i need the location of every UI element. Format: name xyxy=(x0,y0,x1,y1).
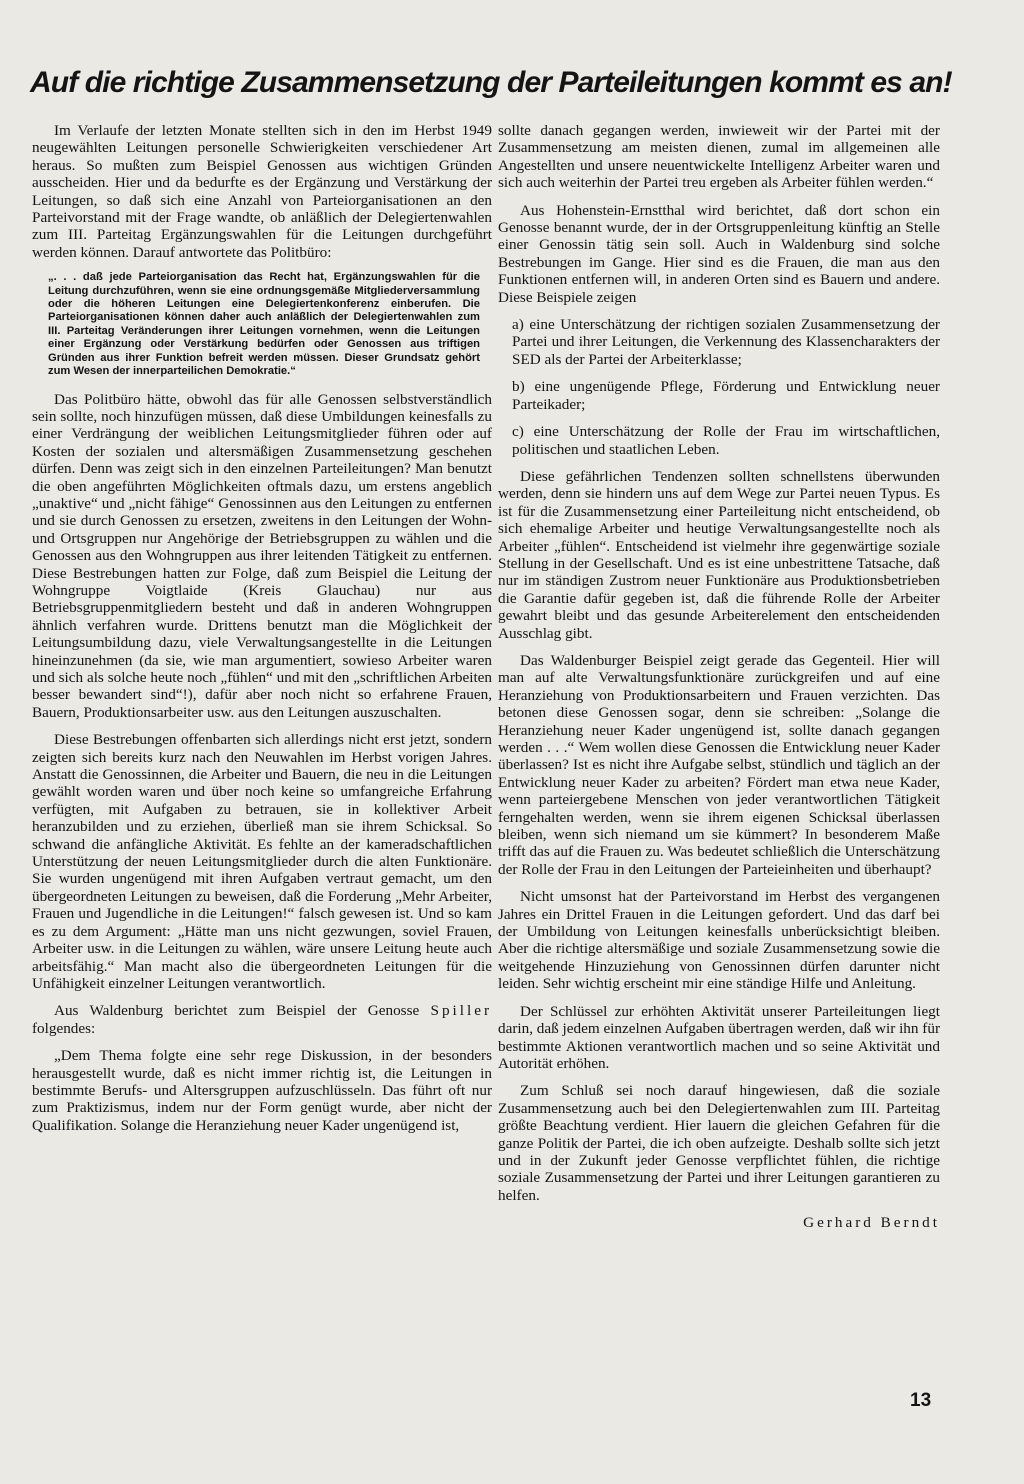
right-paragraph-4: Das Waldenburger Beispiel zeigt gerade das Gegenteil. Hier will man auf alte Verwaltungsfunktionäre zurückgreifen und auf eine Heranziehung von Produktionsarbeitern und Frauen verzichten. Das betonen diese Genossen sogar, denn sie schreiben: „Solange die Heranziehung neuer Kader ungenügend ist, sollte danach gegangen werden . . .“ Wem wollen diese Genossen die Entwicklung neuer Kader überlassen? Ist es nicht ihre Aufgabe selbst, stündlich und täglich an der Entwicklung neuer Kader zu arbeiten? Fördert man etwa neue Kader, wenn parteiergebene Menschen von jeder verantwortlichen Tätigkeit ferngehalten werden, wenn sie ihrem eigenen Schicksal überlassen bleiben, wenn sich niemand um sie kümmert? In besonderem Maße trifft das auf die Frauen zu. Was bedeutet schließlich die Unterschätzung der Rolle der Frau in den Leitungen der Parteieinheiten und überhaupt? xyxy=(498,651,940,878)
left-paragraph-5: „Dem Thema folgte eine sehr rege Diskussion, in der besonders herausgestellt wurde, daß es nicht immer richtig ist, die Leitungen in bestimmte Berufs- und Altersgruppen aufzuschlüsseln. Das führt oft nur zum Praktizismus, indem nur der Form genügt wurde, aber nicht der Qualifikation. Solange die Heranziehung neuer Kader ungenügend ist, xyxy=(32,1047,492,1134)
right-paragraph-6: Der Schlüssel zur erhöhten Aktivität unserer Parteileitungen liegt darin, daß jedem einzelnen Aufgaben übertragen werden, daß wir ihn für bestimmte Aktionen verantwortlich machen und so seine Aktivität und Autorität erhöhen. xyxy=(498,1002,940,1072)
left-paragraph-1: Im Verlaufe der letzten Monate stellten sich in den im Herbst 1949 neugewählten Leitungen personelle Schwierigkeiten verschiedener Art heraus. So mußten zum Beispiel Genossen aus wichtigen Gründen ausscheiden. Hier und da bedurfte es der Ergänzung und Verstärkung der Leitungen, so daß sich eine Anzahl von Parteiorganisationen an den Parteivorstand mit der Frage wandte, ob anläßlich der Delegiertenwahlen zum III. Parteitag Ergänzungswahlen für die Leitungen durchgeführt werden können. Darauf antwortete das Politbüro: xyxy=(32,122,492,261)
right-paragraph-3: Diese gefährlichen Tendenzen sollten schnellstens überwunden werden, denn sie hindern uns auf dem Wege zur Partei neuen Typus. Es ist für die Zusammensetzung einer Parteileitung nicht entscheidend, ob sich ehemalige Arbeiter und heutige Verwaltungsangestellte noch als Arbeiter „fühlen“. Entscheidend ist vielmehr ihre gegenwärtige soziale Stellung in der Gesellschaft. Und es ist eine unbestrittene Tatsache, daß nur im ständigen Zustrom neuer Funktionäre aus Produktionsbetrieben die Garantie dafür gegeben ist, daß die führende Rolle der Arbeiter gewahrt bleibt und das gesunde Arbeiterelement den entscheidenden Ausschlag gibt. xyxy=(498,467,940,642)
left-paragraph-4 xyxy=(32,1002,492,1037)
author-signature: Gerhard Berndt xyxy=(803,1214,940,1232)
genosse-name: Spiller xyxy=(430,1002,493,1020)
right-paragraph-1: sollte danach gegangen werden, inwieweit wir der Partei mit der Zusammensetzung am meisten dienen, zumal im allgemeinen alle Angestellten und unsere neuentwickelte Intelligenz Arbeiter waren und sich auch weiterhin der Partei treu ergeben als Arbeiter fühlen werden.“ xyxy=(498,122,940,192)
left-paragraph-2: Das Politbüro hätte, obwohl das für alle Genossen selbstverständlich sein sollte, noch hinzufügen müssen, daß diese Umbildungen keinesfalls zu einer Verdrängung der weiblichen Leitungsmitglieder führen oder auf Kosten der sozialen und altersmäßigen Zusammensetzung geschehen dürfen. Denn was zeigt sich in den einzelnen Parteileitungen? Man benutzt die oben angeführten Möglichkeiten oftmals dazu, um erstens angeblich „unaktive“ und „nicht fähige“ Genossinnen aus den Leitungen zu entfernen und sie durch Genossen zu ersetzen, zweitens in den Leitungen der Wohn- und Ortsgruppen nur Angehörige der Betriebsgruppen zu wählen und die Genossen aus den Wohngruppen aus ihrer leitenden Tätigkeit zu entfernen. Diese Bestrebungen hatten zur Folge, daß zum Beispiel die Leitung der Wohngruppe Voigtlaide (Kreis Glauchau) nur aus Betriebsgruppenmitgliedern besteht und daß in anderen Wohngruppen ähnlich verfahren wurde. Drittens benutzt man die Möglichkeit der Leitungsumbildung dazu, viele Verwaltungsangestellte in die Leitungen hineinzunehmen (da sie, wie man argumentiert, sowieso Arbeiter waren und sich als solche heute noch „fühlen“ und mit den „schriftlichen Arbeiten besser bewandert sind“!), dafür aber noch nicht so erfahrene Frauen, Bauern, Produktionsarbeiter usw. aus den Leitungen auszuschalten. xyxy=(32,390,492,721)
page-number: 13 xyxy=(910,1390,932,1411)
politbuero-quote: „. . . daß jede Parteiorganisation das Recht hat, Ergänzungswahlen für die Leitung durchzuführen, wenn sie eine ordnungsgemäße Mitgliederversammlung oder die höheren Leitungen eine Delegiertenkonferenz einberufen. Die Parteiorganisationen können daher auch anläßlich der Delegiertenwahlen zum III. Parteitag Veränderungen ihrer Leitungen vornehmen, wenn die Leitungen einer Ergänzung oder Verstärkung bedürfen oder Genossen aus triftigen Gründen aus ihrer Funktion befreit werden müssen. Dieser Grundsatz gehört zum Wesen der innerparteilichen Demokratie.“ xyxy=(48,271,480,378)
right-paragraph-2: Aus Hohenstein-Ernstthal wird berichtet, daß dort schon ein Genosse benannt wurde, der in der Ortsgruppenleitung künftig an Stelle einer Genossin tätig sein soll. Auch in Waldenburg sind solche Bestrebungen im Gange. Hier sind es die Frauen, die man aus den Funktionen entfernen will, in anderen Orten sind es Bauern und andere. Diese Beispiele zeigen xyxy=(498,201,940,306)
waldenburg-intro: Aus Waldenburg berichtet zum Beispiel der Genosse xyxy=(54,1002,420,1020)
list-item-a: a) eine Unterschätzung der richtigen sozialen Zusammensetzung der Partei und ihrer Leitungen, die Verkennung des Klassencharakters der SED als der Partei der Arbeiterklasse; xyxy=(512,316,940,368)
right-column xyxy=(498,122,940,1232)
left-column xyxy=(32,122,492,1144)
right-paragraph-5: Nicht umsonst hat der Parteivorstand im Herbst des vergangenen Jahres ein Drittel Frauen in die Leitungen gefordert. Und das darf bei der Umbildung von Leitungen keinesfalls unberücksichtigt bleiben. Aber die richtige altersmäßige und soziale Zusammensetzung sowie die weitgehende Hinzuziehung von Genossinnen dürfen darunter nicht leiden. Sehr wichtig erscheint mir eine ständige Hilfe und Anleitung. xyxy=(498,888,940,993)
waldenburg-intro-end: folgendes: xyxy=(32,1019,96,1037)
right-paragraph-7: Zum Schluß sei noch darauf hingewiesen, daß die soziale Zusammensetzung auch bei den Delegiertenwahlen zum III. Parteitag größte Beachtung verdient. Hier lauern die gleichen Gefahren für die ganze Politik der Partei, die ich oben aufzeigte. Deshalb sollte sich jetzt und in der Zukunft jeder Genosse verpflichtet fühlen, die richtige soziale Zusammensetzung der Partei und ihrer Leitungen garantieren zu helfen. xyxy=(498,1082,940,1204)
left-paragraph-3: Diese Bestrebungen offenbarten sich allerdings nicht erst jetzt, sondern zeigten sich bereits kurz nach den Neuwahlen im Herbst vorigen Jahres. Anstatt die Genossinnen, die Arbeiter und Bauern, die neu in die Leitungen gewählt worden waren und über noch keine so umfangreiche Erfahrung verfügten, mit Aufgaben zu betrauen, sie in kollektiver Arbeit heranzubilden und zu erziehen, überließ man sie ihrem Schicksal. So schwand die anfängliche Aktivität. Es fehlte an der kameradschaftlichen Unterstützung der neuen Leitungsmitglieder durch die alten Funktionäre. Sie wurden ungenügend mit ihren Aufgaben vertraut gemacht, um den übergeordneten Leitungen zu beweisen, daß die Forderung „Mehr Arbeiter, Frauen und Jugendliche in die Leitungen!“ falsch gewesen ist. Und so kam es zu dem Argument: „Hätte man uns nicht gezwungen, soviel Frauen, Arbeiter usw. in die Leitungen zu wählen, wäre unsere Leitung heute auch arbeitsfähig.“ Man macht also die übergeordneten Leitungen für die Unfähigkeit einzelner Leitungen verantwortlich. xyxy=(32,731,492,992)
article-title: Auf die richtige Zusammensetzung der Parteileitungen kommt es an! xyxy=(30,66,952,99)
list-item-c: c) eine Unterschätzung der Rolle der Frau im wirtschaftlichen, politischen und staatlichen Leben. xyxy=(512,423,940,458)
list-item-b: b) eine ungenügende Pflege, Förderung und Entwicklung neuer Parteikader; xyxy=(512,378,940,413)
